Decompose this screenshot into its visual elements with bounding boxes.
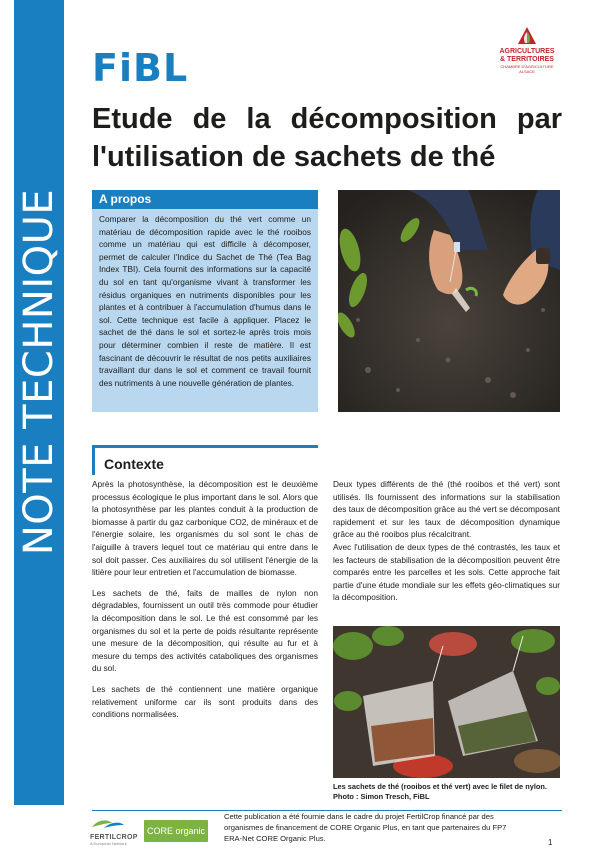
photo-planting-tea-bag <box>338 190 560 412</box>
chamber-name: AGRICULTURES & TERRITOIRES <box>499 48 555 63</box>
footer-rule <box>92 810 562 811</box>
fertilcrop-logo <box>90 816 138 846</box>
paragraph: Deux types différents de thé (thé rooibos et thé vert) sont utilisés. Ils fournissent des informations sur la stabilisation des taux de décomposition grâce au thé vert se décomposant rapidement et sur les taux de décomposition dynamique grâce au thé rooibos plus récalcitrant. <box>333 479 560 540</box>
photo-credit: Photo : Simon Tresch, FiBL <box>333 792 430 801</box>
paragraph: Avec l'utilisation de deux types de thé contrastés, les taux et les facteurs de stabilisation de la décomposition peuvent être comparés entre les parcelles et les sols. Cette approche fait partie d'une étude mondiale sur les effets géo-climatiques sur la décomposition. <box>333 541 560 603</box>
tea-bags-image <box>333 626 560 778</box>
core-organic-logo: CORE organic <box>144 820 208 842</box>
chamber-leaf-icon <box>516 26 538 46</box>
chamber-logo <box>496 26 558 74</box>
photo-tea-bags <box>333 626 560 778</box>
contexte-heading: Contexte <box>104 456 164 472</box>
fibl-logo: FiBL <box>92 46 189 90</box>
fertilcrop-subtitle: A European Network <box>90 841 127 846</box>
page-number: 1 <box>548 838 553 847</box>
note-technique-label: NOTE TECHNIQUE <box>16 188 62 556</box>
contexte-left-column <box>92 478 318 729</box>
footer-text: Cette publication a été fournie dans le cadre du projet FertilCrop financé par des organismes de financement de CORE Organic Plus, en tant que partenaires du FP7 ERA-Net CORE Organic Plus. <box>224 812 507 843</box>
soil-hands-image <box>338 190 560 412</box>
photo-caption <box>333 782 563 802</box>
fertilcrop-name: FERTILCROP <box>90 834 138 841</box>
paragraph: Après la photosynthèse, la décomposition est le deuxième processus écologique le plus important dans le sol. Alors que la photosynthèse par les plantes conduit à la production de biomasse à partir du gaz carbonique CO2, de minéraux et de l'énergie solaire, les organismes du sol sont le chas de l'aiguille à travers lequel tout ce matériau qui entre dans le sol doit passer. Ces auxiliaires du sol utilisent l'énergie de la litière pour leur entretien et l'accumulation de biomasse. <box>92 479 318 578</box>
caption-line: Les sachets de thé (rooibos et thé vert) avec le filet de nylon. <box>333 782 547 791</box>
apropos-box <box>92 190 318 412</box>
paragraph: Les sachets de thé contiennent une matière organique relativement uniforme car ils sont produits dans des conditions normalisées. <box>92 683 318 720</box>
contexte-right-column <box>333 478 560 612</box>
contexte-tick <box>92 445 95 475</box>
chamber-subname: CHAMBRE D'AGRICULTURE ALSACE <box>500 64 554 74</box>
apropos-text: Comparer la décomposition du thé vert comme un matériau de décomposition rapide avec le thé rooibos comme un matériau qui est difficile à décomposer, permet de calculer l'Indice du Sachet de Thé (Tea Bag Index TBI). Cela fournit des informations sur la capacité du sol en tant qu'organisme vivant à transformer les résidus organiques en nutriments disponibles pour les plantes et à contribuer à l'accumulation d'humus dans le sol. Cette technique est facile à appliquer. Placez le sachet de thé dans le sol et sortez-le après trois mois pour déterminer combien il reste de matière. Il est fascinant de découvrir le résultat de nos petits auxiliaires travaillant dur dans le sol et comment ce travail fournit des nutriments à une nouvelle génération de plantes. <box>99 214 311 388</box>
fertilcrop-leaf-icon <box>90 817 126 829</box>
document-title: Etude de la décomposition par l'utilisation de sachets de thé <box>92 103 562 173</box>
apropos-heading: A propos <box>92 190 318 209</box>
paragraph: Les sachets de thé, faits de mailles de nylon non dégradables, fournissent un outil très commode pour étudier la décomposition dans le sol. Le thé est consommé par les organismes du sol et la perte de poids résultante représente une mesure de la décomposition, qui résulte au fur et à mesure du temps des activités cataboliques des organismes du sol. <box>92 587 318 674</box>
contexte-rule <box>92 445 318 448</box>
